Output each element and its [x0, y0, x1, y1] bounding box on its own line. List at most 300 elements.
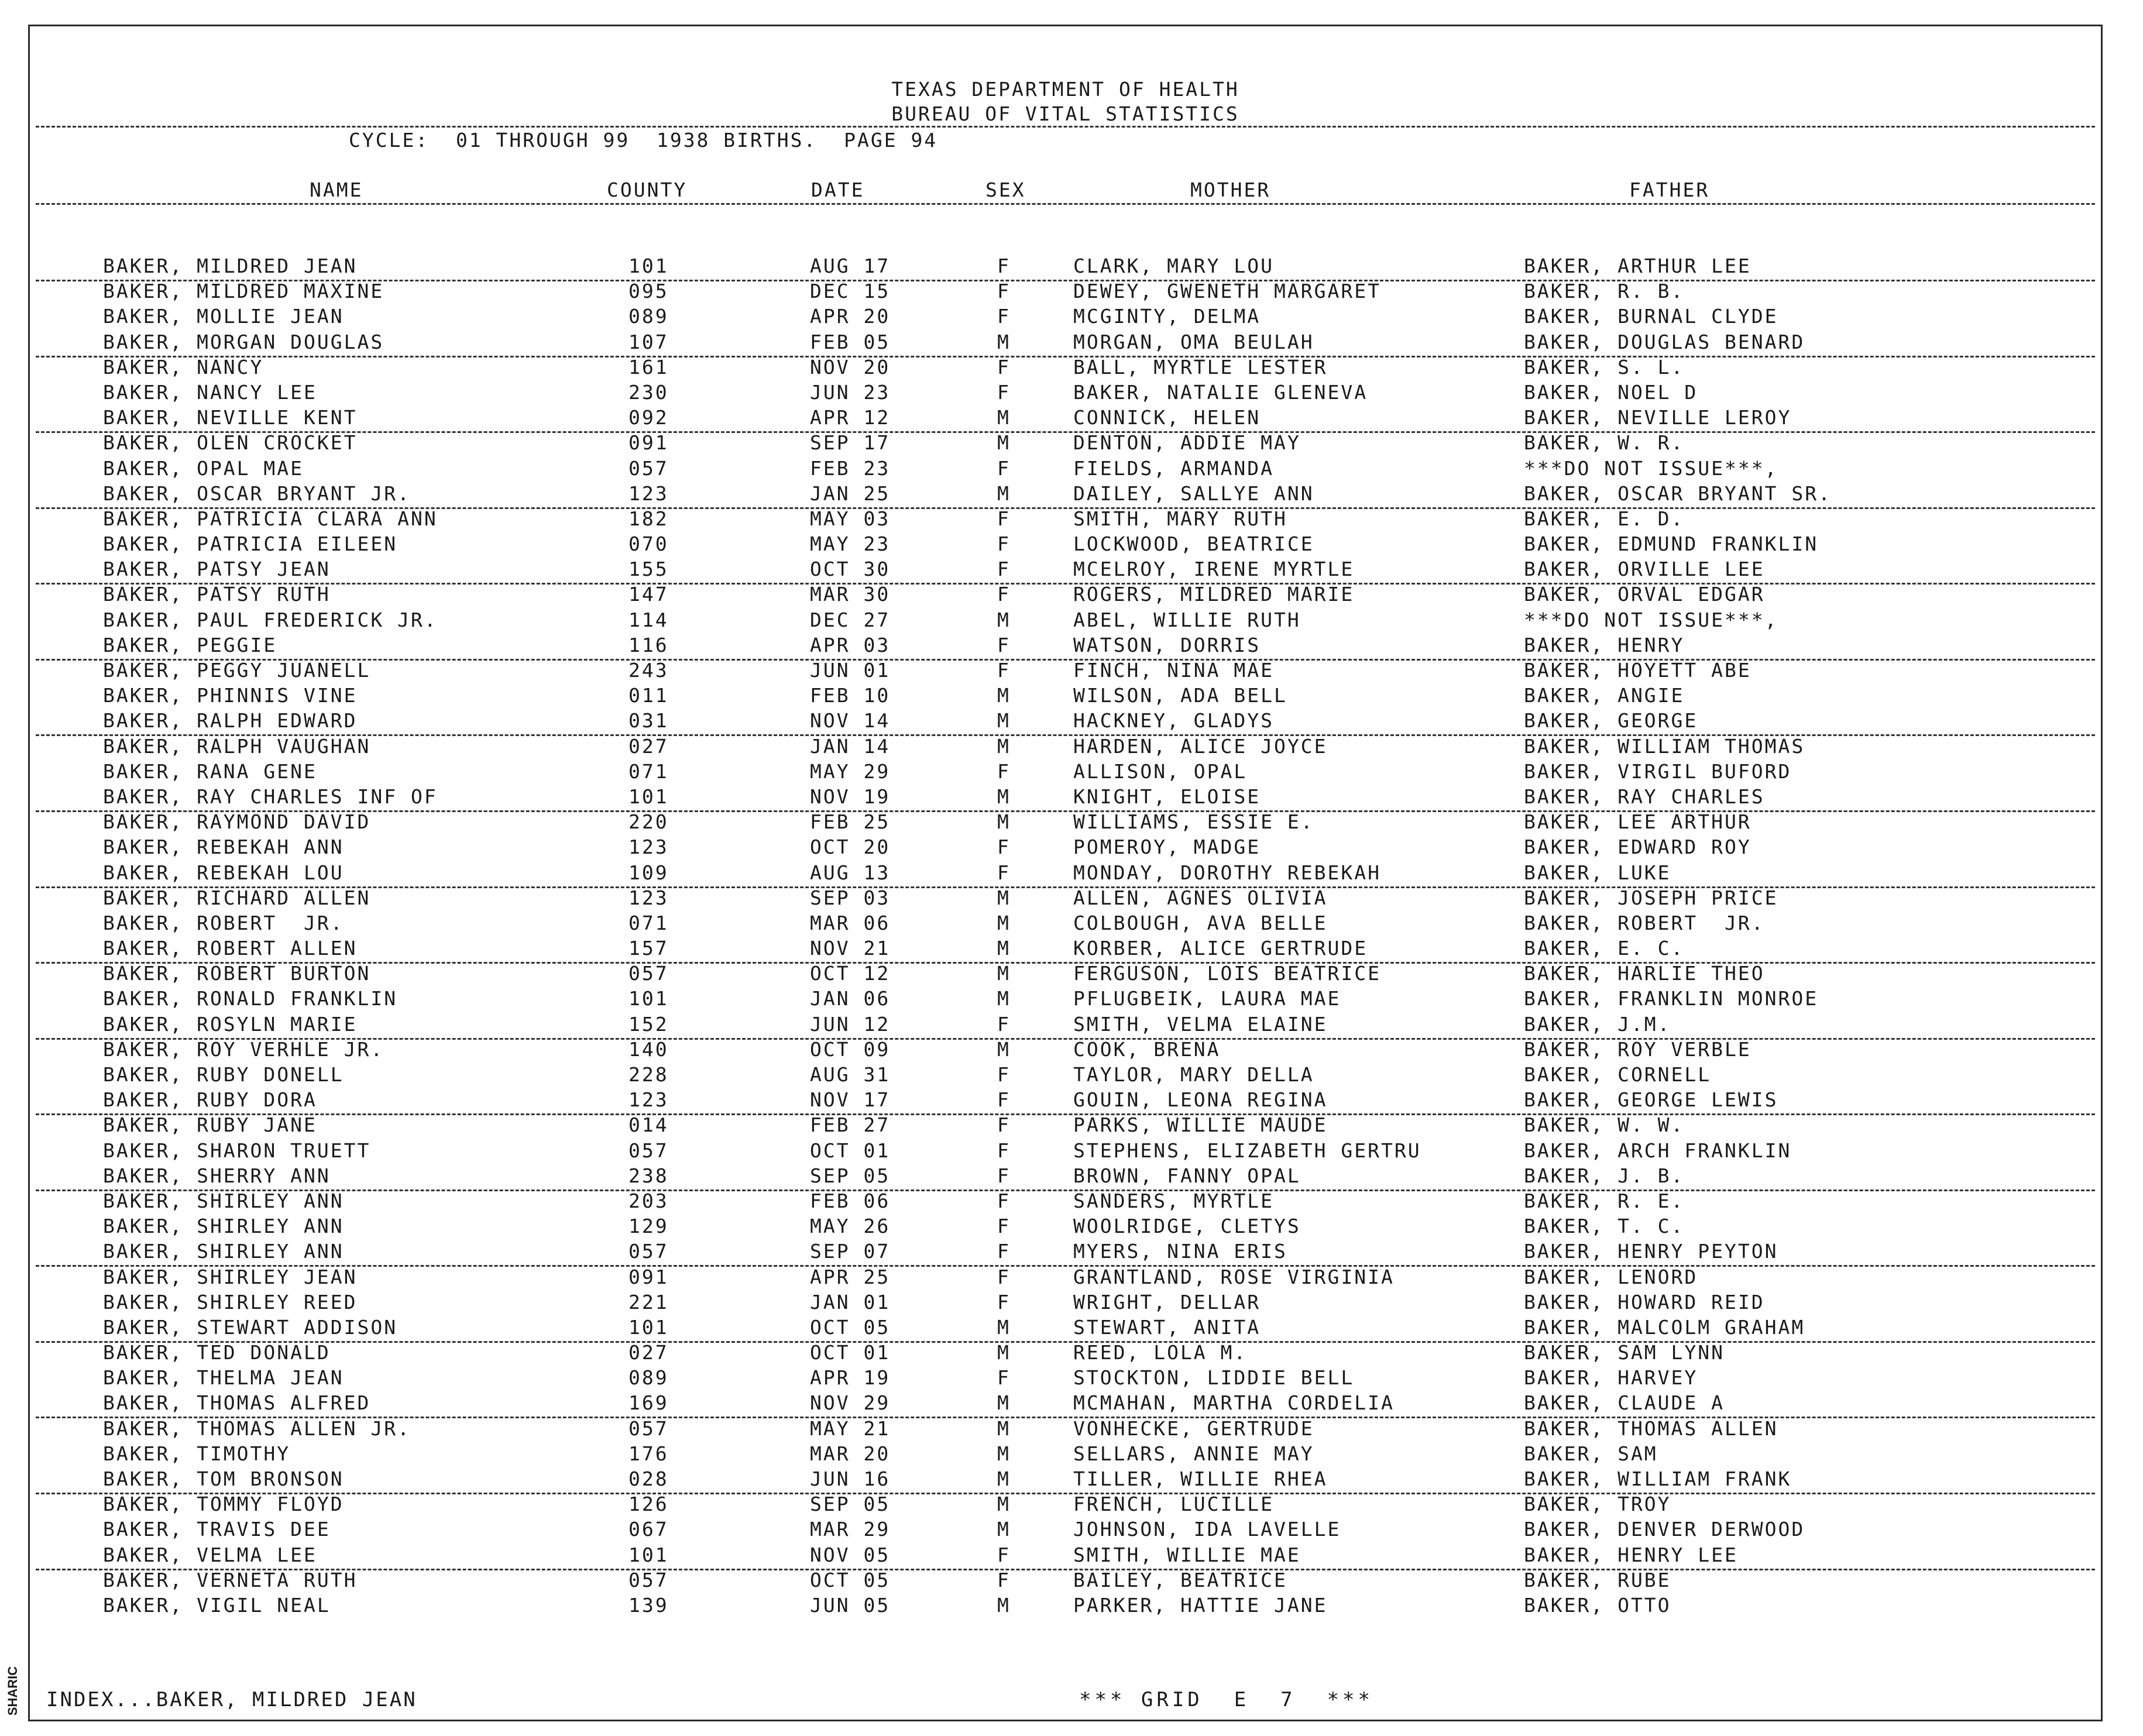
- cell-name: BAKER, PEGGY JUANELL: [103, 659, 371, 682]
- cell-date: OCT 05: [810, 1315, 891, 1339]
- cell-date: DEC 27: [810, 608, 891, 631]
- cell-name: BAKER, NEVILLE KENT: [103, 406, 358, 429]
- cell-sex: F: [997, 1366, 1011, 1390]
- cell-county: 129: [629, 1215, 669, 1238]
- cell-date: SEP 03: [810, 886, 891, 909]
- cell-mother: GRANTLAND, ROSE VIRGINIA: [1073, 1265, 1395, 1288]
- cell-county: 101: [629, 987, 669, 1010]
- cell-father: BAKER, W. R.: [1524, 431, 1685, 455]
- header-divider: [36, 126, 2095, 128]
- cell-father: BAKER, THOMAS ALLEN: [1524, 1417, 1778, 1440]
- cell-mother: DENTON, ADDIE MAY: [1073, 431, 1301, 455]
- cell-sex: F: [997, 633, 1011, 656]
- cell-county: 027: [629, 734, 669, 758]
- cell-date: OCT 05: [810, 1568, 891, 1591]
- cell-name: BAKER, SHIRLEY ANN: [103, 1189, 344, 1212]
- cell-mother: BROWN, FANNY OPAL: [1073, 1164, 1301, 1187]
- cell-county: 123: [629, 836, 669, 859]
- cell-sex: M: [997, 684, 1011, 707]
- cell-county: 228: [629, 1063, 669, 1086]
- table-row: [30, 1139, 2101, 1164]
- cell-mother: SMITH, WILLIE MAE: [1073, 1543, 1301, 1566]
- table-row: [30, 1190, 2101, 1215]
- table-row: [30, 1316, 2101, 1341]
- cell-date: MAY 29: [810, 759, 891, 783]
- cell-sex: F: [997, 1240, 1011, 1263]
- cell-father: BAKER, HENRY PEYTON: [1524, 1240, 1778, 1263]
- cell-county: 101: [629, 1543, 669, 1566]
- cell-father: BAKER, RAY CHARLES: [1524, 785, 1765, 808]
- cell-father: BAKER, J.M.: [1524, 1012, 1671, 1036]
- table-row: [30, 457, 2101, 482]
- cell-sex: F: [997, 280, 1011, 303]
- footer-grid: *** GRID E 7 ***: [1079, 1688, 1373, 1711]
- cell-county: 028: [629, 1467, 669, 1490]
- cell-father: BAKER, FRANKLIN MONROE: [1524, 987, 1819, 1010]
- cell-sex: M: [997, 330, 1011, 353]
- cell-father: BAKER, ROY VERBLE: [1524, 1037, 1752, 1061]
- cell-date: NOV 20: [810, 355, 891, 379]
- cell-name: BAKER, TOM BRONSON: [103, 1467, 344, 1490]
- cell-sex: F: [997, 1568, 1011, 1591]
- cell-name: BAKER, SHIRLEY REED: [103, 1290, 358, 1314]
- cell-name: BAKER, SHIRLEY ANN: [103, 1215, 344, 1238]
- cell-mother: VONHECKE, GERTRUDE: [1073, 1417, 1314, 1440]
- cell-date: APR 12: [810, 406, 891, 429]
- cell-county: 067: [629, 1518, 669, 1541]
- column-header-sex: SEX: [985, 178, 1026, 201]
- table-row: [30, 1569, 2101, 1594]
- cell-name: BAKER, THELMA JEAN: [103, 1366, 344, 1390]
- cell-name: BAKER, SHIRLEY ANN: [103, 1240, 344, 1263]
- cell-county: 101: [629, 785, 669, 808]
- cell-sex: M: [997, 734, 1011, 758]
- cell-mother: MORGAN, OMA BEULAH: [1073, 330, 1314, 353]
- cell-name: BAKER, THOMAS ALLEN JR.: [103, 1417, 411, 1440]
- cell-sex: M: [997, 406, 1011, 429]
- cell-name: BAKER, RUBY DORA: [103, 1088, 317, 1112]
- cell-mother: GOUIN, LEONA REGINA: [1073, 1088, 1328, 1112]
- cell-date: SEP 05: [810, 1493, 891, 1516]
- cell-mother: MCMAHAN, MARTHA CORDELIA: [1073, 1391, 1395, 1415]
- cell-name: BAKER, PATRICIA CLARA ANN: [103, 507, 438, 530]
- cell-date: NOV 05: [810, 1543, 891, 1566]
- cell-county: 147: [629, 583, 669, 606]
- cell-father: BAKER, EDWARD ROY: [1524, 836, 1752, 859]
- cell-sex: M: [997, 1315, 1011, 1339]
- cell-father: BAKER, SAM LYNN: [1524, 1341, 1725, 1364]
- cell-sex: F: [997, 836, 1011, 859]
- table-row: [30, 331, 2101, 356]
- cell-county: 031: [629, 709, 669, 733]
- cell-name: BAKER, RICHARD ALLEN: [103, 886, 371, 909]
- cell-county: 169: [629, 1391, 669, 1415]
- cell-mother: STOCKTON, LIDDIE BELL: [1073, 1366, 1355, 1390]
- cell-mother: MONDAY, DOROTHY REBEKAH: [1073, 861, 1381, 884]
- cell-date: DEC 15: [810, 280, 891, 303]
- cell-name: BAKER, PATSY JEAN: [103, 558, 331, 581]
- table-row: [30, 532, 2101, 558]
- cell-county: 092: [629, 406, 669, 429]
- cell-name: BAKER, OPAL MAE: [103, 456, 304, 480]
- cell-father: BAKER, LENORD: [1524, 1265, 1698, 1288]
- table-row: [30, 861, 2101, 886]
- cell-date: NOV 14: [810, 709, 891, 733]
- cell-father: BAKER, NOEL D: [1524, 380, 1698, 404]
- cell-mother: CONNICK, HELEN: [1073, 406, 1261, 429]
- cell-county: 057: [629, 1568, 669, 1591]
- table-row: [30, 280, 2101, 305]
- cell-mother: SANDERS, MYRTLE: [1073, 1189, 1275, 1212]
- cell-county: 109: [629, 861, 669, 884]
- cell-date: OCT 30: [810, 558, 891, 581]
- table-row: [30, 659, 2101, 684]
- table-row: [30, 886, 2101, 912]
- cell-mother: TAYLOR, MARY DELLA: [1073, 1063, 1314, 1086]
- cell-sex: M: [997, 962, 1011, 985]
- cell-sex: F: [997, 583, 1011, 606]
- cell-father: BAKER, R. B.: [1524, 280, 1685, 303]
- cell-mother: SMITH, VELMA ELAINE: [1073, 1012, 1328, 1036]
- cell-date: MAR 30: [810, 583, 891, 606]
- cell-sex: F: [997, 255, 1011, 277]
- cell-date: JUN 23: [810, 380, 891, 404]
- cell-father: BAKER, TROY: [1524, 1493, 1671, 1516]
- cell-name: BAKER, RALPH VAUGHAN: [103, 734, 371, 758]
- cell-father: BAKER, DOUGLAS BENARD: [1524, 330, 1805, 353]
- cell-mother: ROGERS, MILDRED MARIE: [1073, 583, 1355, 606]
- cell-county: 140: [629, 1037, 669, 1061]
- cell-county: 123: [629, 1088, 669, 1112]
- cell-father: BAKER, WILLIAM FRANK: [1524, 1467, 1792, 1490]
- cell-mother: PFLUGBEIK, LAURA MAE: [1073, 987, 1341, 1010]
- cell-name: BAKER, MOLLIE JEAN: [103, 305, 344, 328]
- cell-county: 182: [629, 507, 669, 530]
- cell-mother: LOCKWOOD, BEATRICE: [1073, 532, 1314, 556]
- cell-father: BAKER, NEVILLE LEROY: [1524, 406, 1792, 429]
- cell-date: MAY 23: [810, 532, 891, 556]
- cell-name: BAKER, ROY VERHLE JR.: [103, 1037, 384, 1061]
- cell-father: BAKER, GEORGE: [1524, 709, 1698, 733]
- table-row: [30, 836, 2101, 861]
- cell-date: NOV 19: [810, 785, 891, 808]
- cell-county: 123: [629, 886, 669, 909]
- cell-mother: STEWART, ANITA: [1073, 1315, 1261, 1339]
- cell-father: BAKER, HENRY: [1524, 633, 1685, 656]
- cell-mother: HARDEN, ALICE JOYCE: [1073, 734, 1328, 758]
- cell-name: BAKER, PEGGIE: [103, 633, 277, 656]
- cell-name: BAKER, RONALD FRANKLIN: [103, 987, 398, 1010]
- cell-date: MAR 29: [810, 1518, 891, 1541]
- cell-mother: MCELROY, IRENE MYRTLE: [1073, 558, 1355, 581]
- cell-sex: M: [997, 886, 1011, 909]
- cell-father: BAKER, E. C.: [1524, 937, 1685, 960]
- cell-date: NOV 29: [810, 1391, 891, 1415]
- table-row: [30, 735, 2101, 760]
- column-header-mother: MOTHER: [1190, 178, 1271, 201]
- cell-county: 116: [629, 633, 669, 656]
- cell-date: OCT 20: [810, 836, 891, 859]
- cell-sex: M: [997, 1417, 1011, 1440]
- cell-father: BAKER, ARTHUR LEE: [1524, 255, 1752, 277]
- cell-mother: POMEROY, MADGE: [1073, 836, 1261, 859]
- cell-father: ***DO NOT ISSUE***,: [1524, 456, 1778, 480]
- cycle-line: CYCLE: 01 THROUGH 99 1938 BIRTHS. PAGE 94: [349, 129, 938, 152]
- cell-sex: F: [997, 1139, 1011, 1162]
- cell-father: BAKER, HENRY LEE: [1524, 1543, 1738, 1566]
- cell-name: BAKER, TED DONALD: [103, 1341, 331, 1364]
- table-row: [30, 1391, 2101, 1417]
- cell-date: AUG 17: [810, 255, 891, 277]
- cell-sex: M: [997, 1467, 1011, 1490]
- cell-father: BAKER, LEE ARTHUR: [1524, 810, 1752, 834]
- cell-name: BAKER, RAY CHARLES INF OF: [103, 785, 438, 808]
- cell-sex: M: [997, 911, 1011, 934]
- cell-name: BAKER, RUBY JANE: [103, 1113, 317, 1137]
- cell-father: BAKER, ROBERT JR.: [1524, 911, 1765, 934]
- cell-name: BAKER, PHINNIS VINE: [103, 684, 358, 707]
- cell-name: BAKER, RUBY DONELL: [103, 1063, 344, 1086]
- cell-father: BAKER, T. C.: [1524, 1215, 1685, 1238]
- cell-sex: F: [997, 1063, 1011, 1086]
- cell-name: BAKER, NANCY LEE: [103, 380, 317, 404]
- cell-mother: BAKER, NATALIE GLENEVA: [1073, 380, 1368, 404]
- cell-mother: CLARK, MARY LOU: [1073, 255, 1275, 277]
- cell-date: NOV 21: [810, 937, 891, 960]
- cell-mother: WILLIAMS, ESSIE E.: [1073, 810, 1314, 834]
- cell-name: BAKER, VELMA LEE: [103, 1543, 317, 1566]
- table-row: [30, 1240, 2101, 1265]
- cell-date: SEP 07: [810, 1240, 891, 1263]
- cell-mother: BAILEY, BEATRICE: [1073, 1568, 1287, 1591]
- cell-father: BAKER, R. E.: [1524, 1189, 1685, 1212]
- cell-sex: M: [997, 1518, 1011, 1541]
- cell-sex: M: [997, 1037, 1011, 1061]
- cell-county: 238: [629, 1164, 669, 1187]
- table-row: [30, 912, 2101, 937]
- cell-name: BAKER, SHERRY ANN: [103, 1164, 331, 1187]
- cell-mother: PARKS, WILLIE MAUDE: [1073, 1113, 1328, 1137]
- table-row: [30, 1341, 2101, 1366]
- cell-father: BAKER, LUKE: [1524, 861, 1671, 884]
- cell-mother: HACKNEY, GLADYS: [1073, 709, 1275, 733]
- cell-sex: M: [997, 987, 1011, 1010]
- cell-county: 155: [629, 558, 669, 581]
- cell-sex: F: [997, 305, 1011, 328]
- table-row: [30, 305, 2101, 330]
- table-row: [30, 406, 2101, 431]
- footer-index: INDEX...BAKER, MILDRED JEAN: [46, 1688, 417, 1711]
- cell-date: JAN 06: [810, 987, 891, 1010]
- cell-county: 011: [629, 684, 669, 707]
- cell-mother: WRIGHT, DELLAR: [1073, 1290, 1261, 1314]
- cell-date: MAR 06: [810, 911, 891, 934]
- cell-name: BAKER, STEWART ADDISON: [103, 1315, 398, 1339]
- cell-name: BAKER, ROBERT ALLEN: [103, 937, 358, 960]
- cell-name: BAKER, MORGAN DOUGLAS: [103, 330, 384, 353]
- cell-date: APR 03: [810, 633, 891, 656]
- cell-name: BAKER, OLEN CROCKET: [103, 431, 358, 455]
- cell-mother: DAILEY, SALLYE ANN: [1073, 482, 1314, 505]
- cell-county: 139: [629, 1593, 669, 1617]
- cell-name: BAKER, ROSYLN MARIE: [103, 1012, 358, 1036]
- cell-date: OCT 01: [810, 1139, 891, 1162]
- cell-county: 089: [629, 1366, 669, 1390]
- cell-name: BAKER, MILDRED JEAN: [103, 255, 358, 277]
- cell-county: 057: [629, 1240, 669, 1263]
- table-row: [30, 1594, 2101, 1619]
- cell-father: BAKER, JOSEPH PRICE: [1524, 886, 1778, 909]
- cell-date: JAN 25: [810, 482, 891, 505]
- margin-stamp-label: SHARIC: [5, 1666, 20, 1716]
- cell-sex: M: [997, 709, 1011, 733]
- cell-date: MAY 26: [810, 1215, 891, 1238]
- cell-father: BAKER, HARVEY: [1524, 1366, 1698, 1390]
- cell-name: BAKER, REBEKAH LOU: [103, 861, 344, 884]
- cell-county: 126: [629, 1493, 669, 1516]
- table-row: [30, 1013, 2101, 1038]
- cell-date: NOV 17: [810, 1088, 891, 1112]
- table-row: [30, 1366, 2101, 1391]
- table-row: [30, 1493, 2101, 1518]
- cell-father: BAKER, RUBE: [1524, 1568, 1671, 1591]
- cell-mother: MYERS, NINA ERIS: [1073, 1240, 1287, 1263]
- cell-name: BAKER, NANCY: [103, 355, 264, 379]
- cell-father: ***DO NOT ISSUE***,: [1524, 608, 1778, 631]
- cell-sex: F: [997, 380, 1011, 404]
- table-row: [30, 558, 2101, 583]
- cell-county: 091: [629, 1265, 669, 1288]
- cell-date: FEB 25: [810, 810, 891, 834]
- cell-name: BAKER, RAYMOND DAVID: [103, 810, 371, 834]
- table-row: [30, 634, 2101, 659]
- cell-sex: F: [997, 1012, 1011, 1036]
- cell-mother: ALLEN, AGNES OLIVIA: [1073, 886, 1328, 909]
- table-row: [30, 785, 2101, 810]
- cell-county: 230: [629, 380, 669, 404]
- cell-name: BAKER, RANA GENE: [103, 759, 317, 783]
- cell-county: 157: [629, 937, 669, 960]
- cell-date: JUN 05: [810, 1593, 891, 1617]
- cell-mother: FIELDS, ARMANDA: [1073, 456, 1275, 480]
- cell-county: 057: [629, 962, 669, 985]
- cell-sex: M: [997, 937, 1011, 960]
- cell-father: BAKER, DENVER DERWOOD: [1524, 1518, 1805, 1541]
- department-title: TEXAS DEPARTMENT OF HEALTH: [891, 78, 1239, 101]
- cell-sex: M: [997, 1593, 1011, 1617]
- cell-date: MAY 21: [810, 1417, 891, 1440]
- cell-father: BAKER, GEORGE LEWIS: [1524, 1088, 1778, 1112]
- cell-date: FEB 05: [810, 330, 891, 353]
- cell-date: JUN 12: [810, 1012, 891, 1036]
- cell-mother: SELLARS, ANNIE MAY: [1073, 1442, 1314, 1465]
- records-list: [30, 255, 2101, 1619]
- cell-county: 203: [629, 1189, 669, 1212]
- cell-mother: PARKER, HATTIE JANE: [1073, 1593, 1328, 1617]
- cell-date: MAY 03: [810, 507, 891, 530]
- table-row: [30, 1113, 2101, 1139]
- document-page: [28, 25, 2103, 1721]
- cell-mother: FINCH, NINA MAE: [1073, 659, 1275, 682]
- cell-county: 071: [629, 759, 669, 783]
- cell-mother: COLBOUGH, AVA BELLE: [1073, 911, 1328, 934]
- cell-sex: F: [997, 1265, 1011, 1288]
- cell-date: FEB 27: [810, 1113, 891, 1137]
- cell-date: OCT 09: [810, 1037, 891, 1061]
- cell-sex: F: [997, 861, 1011, 884]
- cell-sex: M: [997, 1341, 1011, 1364]
- column-header-date: DATE: [811, 178, 865, 201]
- table-row: [30, 709, 2101, 734]
- cell-date: OCT 01: [810, 1341, 891, 1364]
- cell-date: JUN 16: [810, 1467, 891, 1490]
- cell-father: BAKER, HOYETT ABE: [1524, 659, 1752, 682]
- cell-date: AUG 31: [810, 1063, 891, 1086]
- margin-stamp: [1, 1665, 25, 1717]
- table-row: [30, 482, 2101, 507]
- table-row: [30, 507, 2101, 532]
- cell-date: AUG 13: [810, 861, 891, 884]
- table-row: [30, 255, 2101, 280]
- cell-name: BAKER, ROBERT BURTON: [103, 962, 371, 985]
- cell-father: BAKER, OSCAR BRYANT SR.: [1524, 482, 1832, 505]
- table-row: [30, 684, 2101, 709]
- cell-father: BAKER, CLAUDE A: [1524, 1391, 1725, 1415]
- cell-date: SEP 17: [810, 431, 891, 455]
- cell-mother: WOOLRIDGE, CLETYS: [1073, 1215, 1301, 1238]
- cell-sex: M: [997, 1442, 1011, 1465]
- cell-mother: FRENCH, LUCILLE: [1073, 1493, 1275, 1516]
- cell-father: BAKER, W. W.: [1524, 1113, 1685, 1137]
- cell-county: 057: [629, 1417, 669, 1440]
- cell-mother: WATSON, DORRIS: [1073, 633, 1261, 656]
- cell-name: BAKER, PAUL FREDERICK JR.: [103, 608, 438, 631]
- cell-date: FEB 06: [810, 1189, 891, 1212]
- cell-name: BAKER, REBEKAH ANN: [103, 836, 344, 859]
- cell-name: BAKER, THOMAS ALFRED: [103, 1391, 371, 1415]
- cell-mother: TILLER, WILLIE RHEA: [1073, 1467, 1328, 1490]
- table-row: [30, 962, 2101, 987]
- cell-county: 107: [629, 330, 669, 353]
- cell-father: BAKER, MALCOLM GRAHAM: [1524, 1315, 1805, 1339]
- cell-sex: F: [997, 507, 1011, 530]
- cell-mother: DEWEY, GWENETH MARGARET: [1073, 280, 1381, 303]
- cell-name: BAKER, PATSY RUTH: [103, 583, 331, 606]
- table-row: [30, 431, 2101, 456]
- cell-date: JAN 14: [810, 734, 891, 758]
- cell-date: SEP 05: [810, 1164, 891, 1187]
- cell-father: BAKER, WILLIAM THOMAS: [1524, 734, 1805, 758]
- cell-mother: BALL, MYRTLE LESTER: [1073, 355, 1328, 379]
- cell-name: BAKER, PATRICIA EILEEN: [103, 532, 398, 556]
- cell-sex: F: [997, 456, 1011, 480]
- cell-date: APR 25: [810, 1265, 891, 1288]
- table-row: [30, 987, 2101, 1012]
- table-row: [30, 760, 2101, 785]
- table-row: [30, 1088, 2101, 1113]
- cell-name: BAKER, VIGIL NEAL: [103, 1593, 331, 1617]
- cell-father: BAKER, OTTO: [1524, 1593, 1671, 1617]
- cell-father: BAKER, S. L.: [1524, 355, 1685, 379]
- cell-mother: KORBER, ALICE GERTRUDE: [1073, 937, 1368, 960]
- cell-sex: F: [997, 1113, 1011, 1137]
- table-row: [30, 381, 2101, 406]
- table-row: [30, 1518, 2101, 1543]
- cell-date: APR 19: [810, 1366, 891, 1390]
- cell-father: BAKER, EDMUND FRANKLIN: [1524, 532, 1819, 556]
- cell-father: BAKER, HOWARD REID: [1524, 1290, 1765, 1314]
- cell-sex: F: [997, 659, 1011, 682]
